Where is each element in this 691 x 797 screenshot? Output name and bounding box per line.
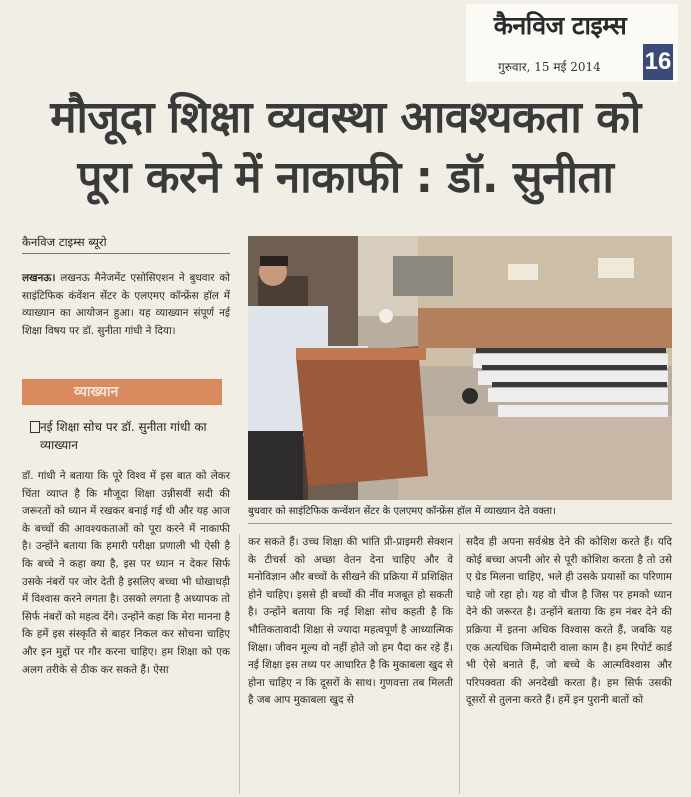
intro-paragraph (22, 270, 230, 340)
headline-line-1: मौजूदा शिक्षा व्यवस्था आवश्यकता को (50, 92, 641, 143)
dateline: लखनऊ। (22, 272, 56, 284)
section-label: व्याख्यान (22, 379, 222, 405)
newspaper-name: कैनविज टाइम्स (493, 11, 627, 40)
photo-caption: बुधवार को साइंटिफिक कन्वेंशन सेंटर के एलएमए कॉन्फ्रेंस हॉल में व्याख्यान देते वक्ता। (248, 503, 672, 524)
column-divider (239, 534, 240, 794)
byline: कैनविज टाइम्स ब्यूरो (22, 235, 107, 249)
lecture-hall-illustration (248, 236, 672, 500)
article-column-2: कर सकते हैं। उच्च शिक्षा की भांति प्री-प्राइमरी सेक्शन के टीचर्स को अच्छा वेतन देना चाहिए और वे मनोविज्ञान और बच्चों के सीखने की प्रक्रिया में प्रशिक्षित होने चाहिए। इससे ही बच्चों की नींव मजबूत हो सकती है। उन्होंने बताया कि नई शिक्षा सोच कहती है कि भौतिकतावादी शिक्षा से ज्यादा महत्वपूर्ण है आध्यात्मिक शिक्षा। जीवन मूल्य वो नहीं होते जो हम पैदा कर रहे हैं। नई शिक्षा इस तथ्य पर आधारित है कि मुकाबला खुद से होना चाहिए न कि दूसरों के साथ। गुणवत्ता तब मिलती है जब आप मुकाबला खुद से (248, 536, 453, 707)
article-column-3: सदैव ही अपना सर्वश्रेष्ठ देने की कोशिश करते हैं। यदि कोई बच्चा अपनी ओर से पूरी कोशिश करता है तो उसे ए ग्रेड मिलना चाहिए, भले ही उसके प्रयासों का परिणाम चाहे जो रहा हो। यह वो चीज है जिस पर हमको ध्यान देने की जरूरत है। उन्होंने बताया कि हम नंबर देने की प्रक्रिया में इतना अधिक विश्वास करते हैं, जबकि यह एक अत्यधिक जिम्मेदारी वाला काम है। हम रिपोर्ट कार्ड भी ऐसे बनाते हैं, जो बच्चे के आत्मविश्वास और परिपक्वता की अनदेखी करता है। हम सिर्फ उसकी दूसरों से तुलना करते हैं। हमें इन पुरानी बातों को (466, 536, 672, 707)
article-photo (248, 236, 672, 500)
pull-quote: नई शिक्षा सोच पर डॉ. सुनीता गांधी का व्याख्यान (40, 420, 207, 452)
article-column-1: डॉ. गांधी ने बताया कि पूरे विश्व में इस बात को लेकर चिंता व्याप्त है कि मौजूदा शिक्षा उन्नीसवीं सदी की जरूरतों को ध्यान में रखकर बनाई गई थी और यह आज के बच्चों की आवश्यकताओं को पूरा करने में नाकाफी है। उन्होंने बताया कि हमारी परीक्षा प्रणाली भी ऐसी है कि बच्चे ने कहा क्या है, इस पर ध्यान न देकर सिर्फ उसके नंबरों पर जोर देती है इसलिए बच्चा भी धोखाधड़ी में विश्वास करने लगता है। उसको लगता है अध्यापक तो सिर्फ नंबरों को महत्व देंगे। उन्होंने कहा कि मेरा मानना है कि हमें इस संस्कृति से बाहर निकल कर सोचना चाहिए और इन मुद्दों पर गौर करना चाहिए। हम शिक्षा को एक अलग तरीके से ठीक कर सकते हैं। ऐसा (22, 470, 230, 676)
byline-divider (22, 253, 230, 254)
intro-text: लखनऊ मैनेजमेंट एसोसिएशन ने बुधवार को साइंटिफिक कंवेंशन सेंटर के एलएमए कॉन्फ्रेंस हॉल में व्याख्यान का आयोजन हुआ। यह व्याख्यान संपूर्ण नई शिक्षा विषय पर डॉ. सुनीता गांधी ने दिया। (22, 272, 230, 337)
column-divider (459, 534, 460, 794)
headline-line-2: पूरा करने में नाकाफी : डॉ. सुनीता (77, 152, 614, 203)
page-number: 16 (643, 44, 673, 80)
edition-date: गुरुवार, 15 मई 2014 (498, 60, 601, 74)
